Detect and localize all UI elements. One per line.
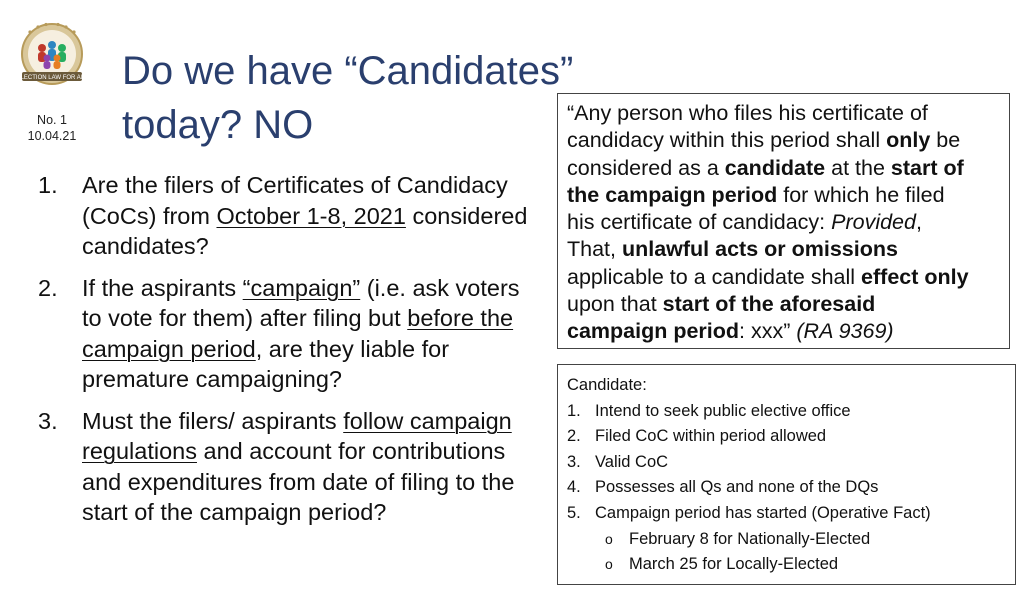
quote-line [567, 182, 1001, 209]
quote-line [567, 127, 1001, 154]
slide-title-line-1: Do we have “Candidates” [122, 49, 574, 93]
requirement-text: Campaign period has started (Operative Fact) [595, 503, 931, 522]
quote-text: That, [567, 237, 622, 262]
quote-line [567, 155, 1001, 182]
campaign-start-dates-list [567, 527, 1007, 578]
bullet-circle-icon: o [605, 556, 613, 573]
quote-text: his certificate of candidacy: [567, 210, 832, 235]
quote-bold-text: only [886, 128, 931, 153]
question-item [38, 406, 538, 528]
candidate-requirement-item [567, 501, 1007, 527]
campaign-start-date-item [567, 527, 1007, 553]
question-text: If the aspirants [82, 274, 243, 301]
question-number: 3. [38, 407, 58, 434]
question-item [38, 170, 538, 262]
candidate-requirements-box [557, 364, 1016, 585]
quote-line [567, 236, 1001, 263]
requirement-number: 1. [567, 401, 581, 420]
quote-line [567, 291, 1001, 318]
slide-date: 10.04.21 [27, 129, 77, 143]
quote-text: “Any person who files his certificate of [567, 101, 928, 125]
question-number: 1. [38, 172, 58, 198]
quote-bold-text: start of [890, 155, 964, 180]
quote-line [567, 100, 1001, 127]
question-text: , are they liable for premature campaigning? [82, 335, 450, 392]
quote-bold-text: the campaign period [567, 182, 778, 207]
requirement-text: Possesses all Qs and none of the DQs [595, 478, 879, 497]
candidate-requirement-item [567, 450, 1007, 476]
question-underlined-text: follow campaign regulations [82, 407, 512, 464]
quote-text: applicable to a candidate shall [567, 264, 862, 289]
quote-italic-text: Provided [831, 210, 916, 235]
requirement-number: 3. [567, 452, 581, 471]
requirement-number: 4. [567, 478, 581, 497]
quote-line [567, 264, 1001, 291]
quote-bold-text: candidate [724, 155, 826, 180]
question-underlined-text: October 1-8, 2021 [216, 202, 406, 229]
quote-text: , [915, 210, 922, 235]
candidate-requirement-item [567, 424, 1007, 450]
requirement-number: 2. [567, 427, 581, 446]
question-item [38, 273, 538, 395]
quote-text: candidacy within this period shall [567, 128, 887, 153]
question-text: considered candidates? [82, 202, 528, 259]
candidate-requirements-list [567, 399, 1007, 578]
campaign-start-date-text: February 8 for Nationally-Elected [629, 529, 871, 548]
quote-line [567, 209, 1001, 236]
ra-9369-quote-box [557, 93, 1010, 349]
quote-line [567, 318, 1001, 345]
campaign-start-date-text: March 25 for Locally-Elected [629, 555, 839, 574]
quote-bold-text: unlawful acts or omissions [621, 237, 898, 262]
question-number: 2. [38, 274, 58, 301]
quote-bold-text: effect only [861, 264, 969, 289]
campaign-start-date-item [567, 552, 1007, 578]
quote-italic-text: (RA 9369) [796, 319, 894, 344]
question-underlined-text: “campaign” [242, 274, 361, 301]
election-law-for-all-logo [14, 20, 90, 96]
requirement-text: Valid CoC [595, 452, 669, 471]
bullet-circle-icon: o [605, 530, 613, 547]
candidate-requirement-item [567, 399, 1007, 425]
requirement-text: Intend to seek public elective office [595, 401, 851, 420]
candidate-heading: Candidate: [567, 376, 647, 394]
logo-text: ELECTION LAW FOR ALL [16, 75, 88, 81]
requirement-text: Filed CoC within period allowed [595, 427, 827, 446]
quote-text: : xxx” [739, 319, 797, 344]
question-text: Must the filers/ aspirants [82, 407, 344, 434]
quote-text: be [930, 128, 961, 153]
question-text: and account for contributions and expenditures from date of filing to the start of the campaign period? [82, 438, 515, 525]
quote-bold-text: campaign period [567, 319, 740, 344]
slide-title-line-2: today? NO [122, 103, 314, 147]
quote-text: upon that [567, 292, 663, 317]
slide-number: No. 1 [37, 113, 67, 127]
quote-bold-text: start of the aforesaid [662, 292, 876, 317]
question-text: Are the filers of Certificates of Candidacy (CoCs) from [82, 172, 508, 229]
requirement-number: 5. [567, 503, 581, 522]
candidate-requirement-item [567, 475, 1007, 501]
questions-list [38, 170, 538, 539]
quote-text: for which he filed [777, 182, 945, 207]
quote-text: considered as a [567, 155, 725, 180]
question-underlined-text: before the campaign period [82, 305, 514, 362]
slide-title [122, 44, 573, 152]
slide-meta [18, 112, 86, 144]
quote-text: at the [825, 155, 891, 180]
question-text: (i.e. ask voters to vote for them) after filing but [82, 274, 520, 331]
